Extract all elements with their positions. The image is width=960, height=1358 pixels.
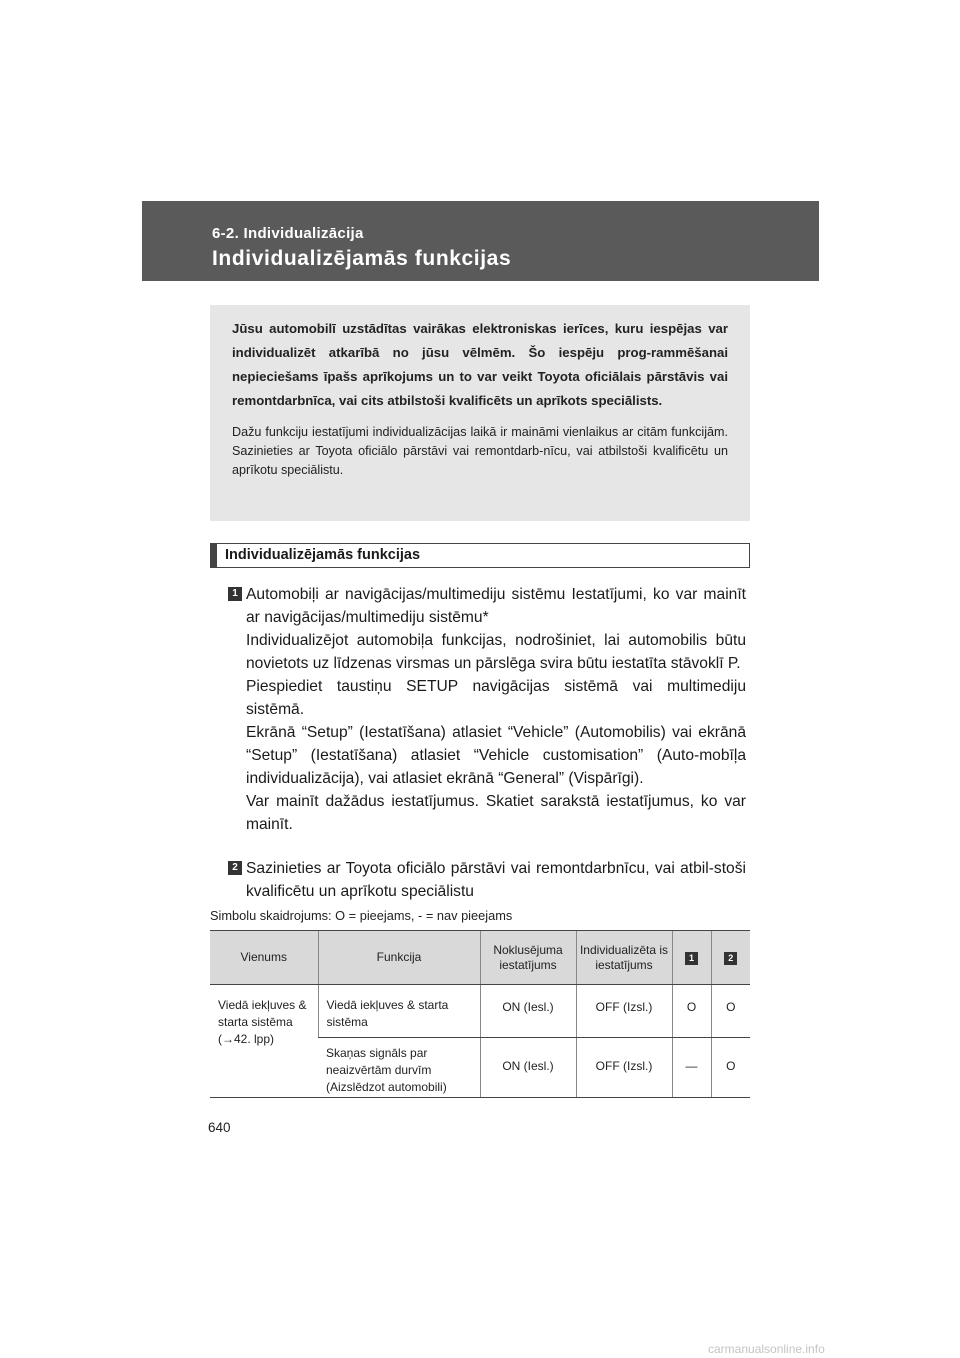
item-2-line: Sazinieties ar Toyota oficiālo pārstāvi vai remontdarbnīcu, vai atbil-stoši kvalificētu un aprīkotu speciālistu [246,860,746,900]
group-cell [210,985,318,1098]
header-marker-1: 1 [685,952,698,965]
item-1-text [246,583,746,836]
header-bar [142,201,819,281]
item-1-line: Ekrānā “Setup” (Iestatīšana) atlasiet “Vehicle” (Automobilis) vai ekrānā “Setup” (Iestatīšana) atlasiet “Vehicle customisation” (Auto-mobīļa individualizācija), vai atlasiet ekrānā “General” (Vispārīgi). [246,724,746,787]
table-row [210,985,750,1038]
col-2-cell: O [711,1038,750,1098]
item-marker-1: 1 [228,587,242,601]
col-1-cell: O [672,985,711,1038]
header-function: Funkcija [318,931,480,985]
custom-cell: OFF (Izsl.) [576,1038,672,1098]
section-label: 6-2. Individualizācija [212,225,364,242]
header-marker-2: 2 [724,952,737,965]
custom-cell: OFF (Izsl.) [576,985,672,1038]
item-marker-2: 2 [228,861,242,875]
item-1-line: Var mainīt dažādus iestatījumus. Skatiet sarakstā iestatījumus, ko var mainīt. [246,793,746,833]
function-cell: Skaņas signāls par neaizvērtām durvīm (Aizslēdzot automobili) [318,1038,480,1098]
default-cell: ON (Iesl.) [480,985,576,1038]
function-cell: Viedā iekļuves & starta sistēma [318,985,480,1038]
table-header-row [210,931,750,985]
item-1-line: Piespiediet taustiņu SETUP navigācijas sistēmā vai multimediju sistēmā. [246,678,746,718]
default-cell: ON (Iesl.) [480,1038,576,1098]
item-1 [228,583,746,836]
item-1-line: Individualizējot automobiļa funkcijas, nodrošiniet, lai automobilis būtu novietots uz līdzenas virsmas un pārslēga svira būtu iestatīta stāvoklī P. [246,632,746,672]
sub-heading: Individualizējamās funkcijas [210,543,750,568]
page-title: Individualizējamās funkcijas [212,247,512,270]
item-2 [228,857,746,903]
intro-normal-text: Dažu funkciju iestatījumi individualizācijas laikā ir maināmi vienlaikus ar citām funkcijām. Sazinieties ar Toyota oficiālo pārstāvi vai remontdarb-nīcu, vai atbilstoši kvalificētu un aprīkotu speciālistu. [232,425,728,477]
header-item: Vienums [210,931,318,985]
item-2-text [246,857,746,903]
col-2-cell: O [711,985,750,1038]
col-1-cell: — [672,1038,711,1098]
intro-bold-text: Jūsu automobilī uzstādītas vairākas elektroniskas ierīces, kuru iespējas var individualizēt atkarībā no jūsu vēlmēm. Šo iespēju prog-rammēšanai nepieciešams īpašs aprīkojums un to var veikt Toyota oficiālais pārstāvis vai remontdarbnīca, vai cits atbilstoši kvalificēts un aprīkots speciālists. [232,321,728,408]
item-1-line: Automobiļi ar navigācijas/multimediju sistēmu Iestatījumi, ko var mainīt ar navigācijas/multimediju sistēmu* [246,586,746,626]
watermark: carmanualsonline.info [708,1342,825,1356]
group-ref: (→42. lpp) [218,1032,275,1046]
functions-table [210,930,750,1098]
header-default: Noklusējuma iestatījums [480,931,576,985]
intro-box [210,305,750,521]
header-custom: Individualizēta is iestatījums [576,931,672,985]
header-col-1 [672,931,711,985]
group-name: Viedā iekļuves & starta sistēma [218,998,307,1029]
page-number: 640 [208,1120,231,1135]
symbol-legend: Simbolu skaidrojums: O = pieejams, - = nav pieejams [210,908,513,923]
header-col-2 [711,931,750,985]
